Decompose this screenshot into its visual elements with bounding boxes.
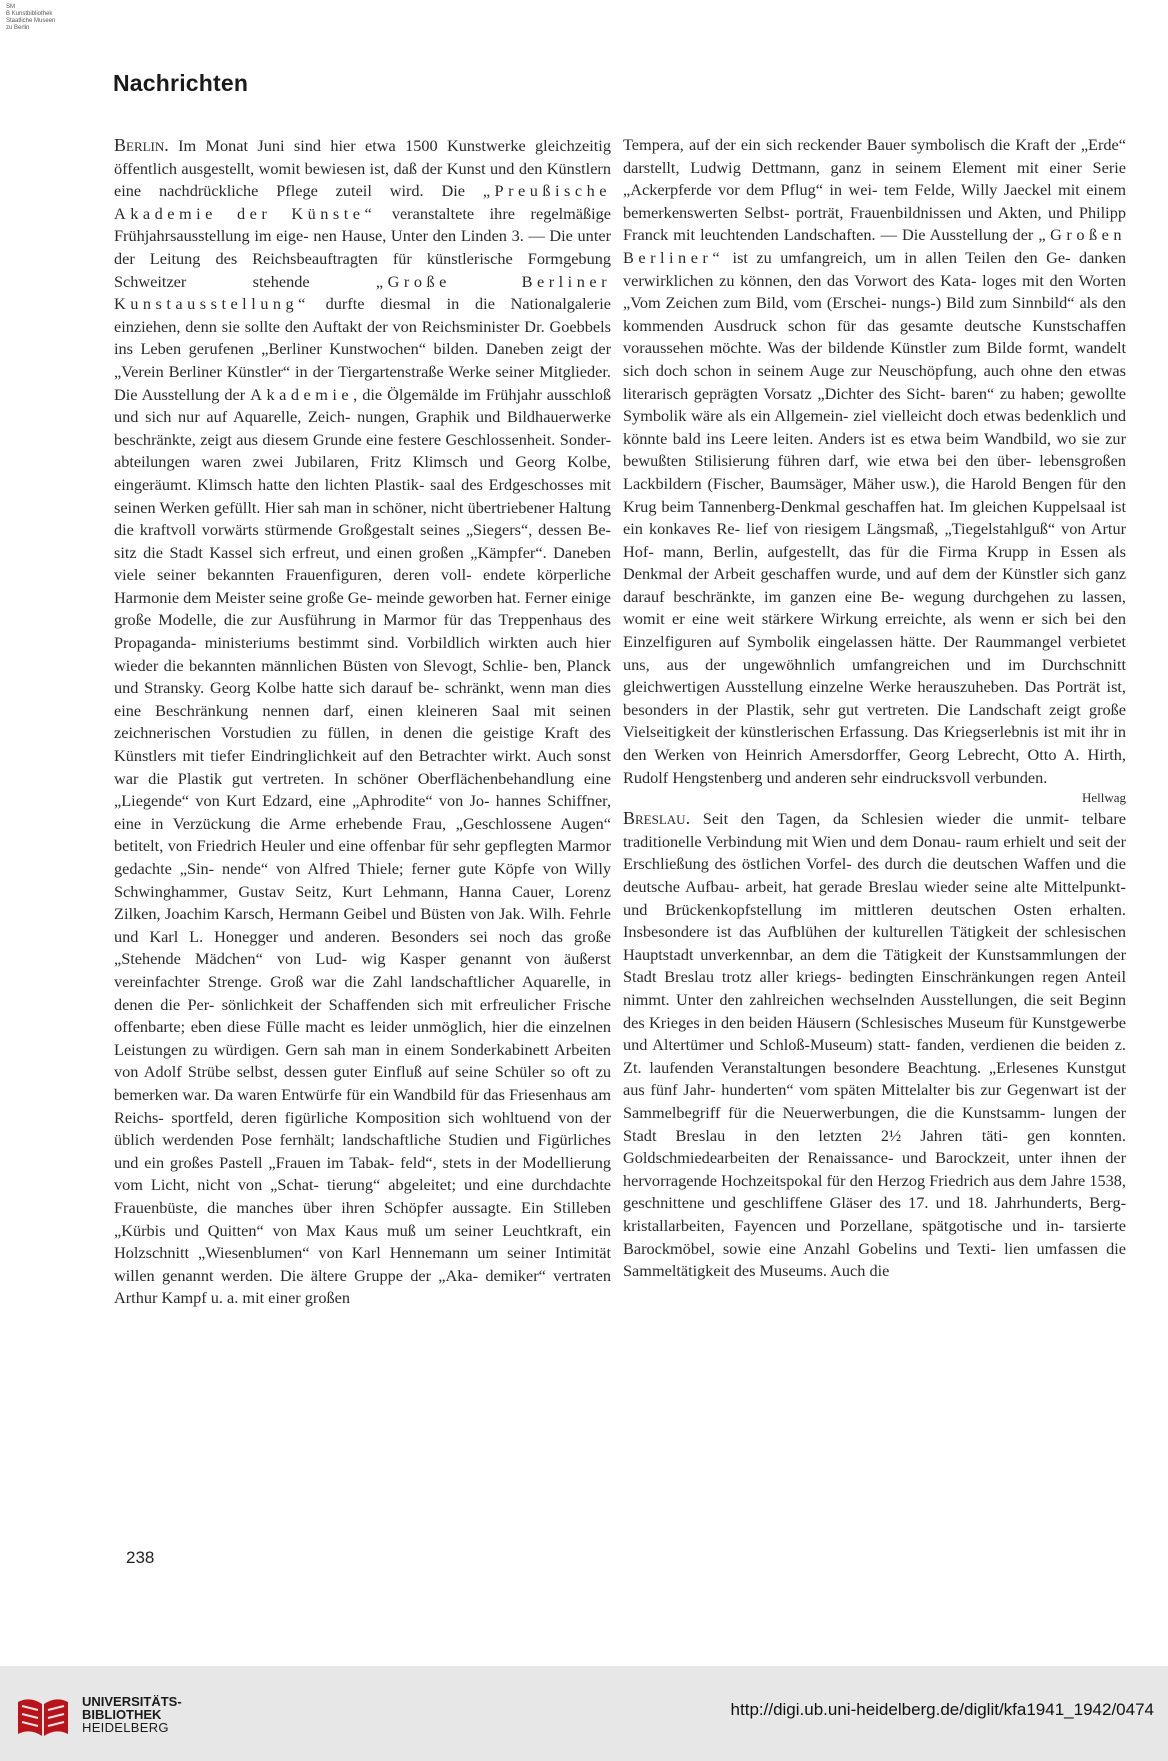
text-line: wegung durchgehen zu lassen, womit er eine weit stärkere (623, 586, 1126, 629)
text-line: tarsierte Barockmöbel, sowie eine Anzahl Gobelins und Texti- (623, 1215, 1126, 1258)
left-column (114, 134, 611, 1310)
text-line: hunderten“ vom späten Mittelalter bis zur Gegenwart ist der (721, 1080, 1126, 1100)
stamp-line: zu Berlin (6, 25, 30, 31)
text-line: Seit den Tagen, da Schlesien wieder die unmit- (702, 809, 1070, 829)
spaced-name: Berliner“ (623, 247, 725, 267)
text-line: endete körperliche Harmonie dem Meister seine große Ge- (114, 565, 612, 607)
text-line: telbare traditionelle Verbindung mit Wien und dem Donau- (623, 809, 1127, 851)
text-line: von Jak. Wilh. Fehrle und Karl L. Honegger und anderen. (114, 904, 611, 946)
text-line: geschaffen hat. Im gleichen Kuppelsaal ist ein konkaves Re- (623, 496, 1126, 539)
library-name-line: HEIDELBERG (82, 1720, 169, 1735)
text-line: ben, Planck und Stransky. Georg Kolbe hatte sich darauf be- (114, 655, 611, 698)
text-line: abteilungen waren zwei Jubilaren, Fritz Klimsch und Georg (114, 452, 556, 472)
text-line: nungs-) Bild zum Sinnbild“ als den kommenden Ausdruck (623, 293, 1126, 335)
text-line: Im Monat Juni sind hier etwa 1500 Kunstwerke (178, 136, 526, 155)
text-line: sönlichkeit der Schaffenden sich mit erfreulicher Frische (221, 994, 611, 1014)
text-line: fanden, verdienen die beiden z. Zt. laufenden Veranstaltungen (623, 1035, 1126, 1077)
spaced-name: „Großen (1038, 225, 1126, 245)
logo-book-left (18, 1699, 42, 1736)
text-line: für den Herzog Friedrich aus dem Jahre 1538, geschnittene (623, 1170, 1127, 1213)
text-line: Kraft der „Erde“ darstellt, Ludwig Dettmann, ganz in seinem (623, 135, 1127, 177)
text-line: schon für das gesamte deutsche Kunstschaffen voraussehen (623, 315, 1126, 358)
text-line: seiner Mitglieder. Die Ausstellung der (114, 361, 611, 404)
city-heading-breslau: Breslau. (623, 808, 691, 829)
text-line: leuchtenden Landschaften. — Die Ausstellung der (700, 225, 1034, 245)
library-name-line: BIBLIOTHEK (82, 1707, 162, 1722)
text-line: raum erhielt und seit der Erschließung des östlichen Vorfel- (623, 831, 1127, 874)
text-line: im Frühjahr ausschloß und sich nur auf Aquarelle, Zeich- (114, 384, 612, 427)
text-line: gleichwertigen Ausstellung einzelne Werke herauszuheben. (623, 677, 1019, 697)
text-line: Eindringlichkeit auf den Betrachter wirkt. Auch sonst war (114, 746, 611, 788)
logo-book-right (44, 1699, 68, 1736)
text-line: manches über ihren Schöpfer aussagte. Ein Stilleben „Kürbis (114, 1197, 611, 1240)
library-name-line: UNIVERSITÄTS- (82, 1694, 182, 1709)
text-line: aus diesem Grunde eine festere Geschlossenheit. Sonder- (236, 429, 611, 449)
text-line: Einfluß auf seine Schüler so oft zu bemerken war. Da waren (114, 1062, 611, 1104)
library-name (82, 1695, 182, 1734)
text-line: Sammelbegriff für die Neuerwerbungen, die die Kunstsamm- (623, 1102, 1046, 1122)
text-line: bewußten Stilisierung führen darf, wie etwa bei den über- (623, 451, 1032, 471)
text-line: Frau, „Geschlossene Augen“ betitelt, von Friedrich Heuler (114, 813, 612, 856)
text-line: demiker“ vertraten Arthur Kampf u. a. mit einer großen (114, 1265, 611, 1308)
text-line: schränkt, wenn man dies eine Beschränkung nennen darf, (114, 678, 611, 720)
stamp-line: B Kunstbibliothek (6, 11, 53, 17)
text-line: Brückenkopfstellung im mittleren deutschen Osten erhalten. (665, 899, 1126, 919)
text-line: und eine offenbar für sehr gepflegten Marmor gedachte „Sin- (114, 836, 611, 878)
text-line: , die Ölgemälde (353, 384, 459, 404)
text-line: offenbarte; eben diese Fülle macht es leider unmöglich, hier (114, 1017, 518, 1037)
text-line: Daneben viele seiner bekannten Frauenfiguren, deren voll- (114, 542, 611, 585)
text-line: Die Landschaft zeigt große Vielseitigkeit der künstlerischen (623, 699, 1127, 742)
text-line: Intimität willen genannt werden. Die ältere Gruppe der „Aka- (114, 1243, 611, 1285)
breslau-article (623, 807, 1126, 1282)
text-line: lien umfassen die Sammeltätigkeit des Museums. Auch die (623, 1238, 1126, 1281)
spaced-name: „Große Berliner Kunstausstellung“ (114, 271, 611, 314)
berlin-article-continued (623, 134, 1126, 789)
text-line: mann, Berlin, aufgestellt, das für die Firma Krupp in Essen (663, 541, 1099, 561)
text-line: „Verein Berliner Künstler“ in der Tiergartenstraße Werke (114, 361, 491, 381)
stamp-line: SM (6, 4, 15, 10)
text-line: Sonderkabinett Arbeiten von Adolf Strübe selbst, dessen guter (114, 1039, 611, 1082)
text-line: Insbesondere ist das Aufblühen der kulturellen Tätigkeit der (623, 922, 1038, 942)
text-line: und Quitten“ von Max Kaus muß um seiner Leuchtkraft, ein (174, 1220, 611, 1240)
footer-bar (0, 1666, 1168, 1761)
text-line: sich doch schon in seinem Auge zur Neuschöpfung, auch ohne (623, 360, 1053, 380)
text-line: gen konnten. Goldschmiedearbeiten der Renaissance- und (623, 1125, 1126, 1168)
text-line: möchte. Was der bildende Künstler zum Bilde formt, wandelt (709, 338, 1126, 358)
text-line: nungen, Graphik und Bildhauerwerke beschränkte, zeigt (114, 407, 611, 449)
text-line: zahlreichen wechselnden Ausstellungen, die seit Beginn des (623, 989, 1126, 1032)
text-line: meinde geworben hat. Ferner einige große Modelle, die zur (114, 587, 611, 630)
page-title: Nachrichten (113, 70, 249, 96)
text-line: besondere Beachtung. „Erlesenes Kunstgut aus fünf Jahr- (623, 1057, 1126, 1100)
stamp-line: Staatliche Museen (6, 18, 56, 24)
library-stamp (6, 4, 55, 32)
berlin-article (114, 134, 611, 1310)
text-line: die Plastik gut vertreten. In schöner Oberflächenbehandlung (148, 768, 575, 788)
text-line: tem Felde, Willy Jaeckel mit einem bemerkenswerten Selbst- (623, 180, 1126, 222)
text-line: bedingten Einschränkungen regen Anteil nimmt. Unter den (623, 967, 1126, 1009)
text-line: Kunstgewerbe und Altertümer und Schloß-Museum) statt- (623, 1012, 1126, 1055)
spaced-name: „Preußische Akademie der Künste“ (114, 181, 611, 223)
text-line: wird. Die (389, 181, 465, 201)
text-line: tierung“ abgeleitet; und eine durchdachte Frauenbüste, die (114, 1175, 611, 1217)
text-line: ist zu umfangreich, um in allen Teilen den Ge- (732, 247, 1071, 267)
text-line: ministeriums bestimmt sind. Vorbildlich wirkten auch hier (204, 633, 611, 653)
text-line: baren“ zu haben; gewollte Symbolik wäre als ein Allgemein- (623, 383, 1126, 426)
text-line: nende“ von Alfred Thiele; ferner gute Köpfe von Willy (221, 859, 611, 878)
text-line: Reichsbeauftragten für künstlerische Formgebung Schweitzer (114, 248, 611, 291)
text-line: des durch die deutschen Waffen und die deutsche Aufbau- (623, 854, 1126, 896)
text-line: und geschliffene Gläser des 17. und 18. Jahrhunderts, Berg- (711, 1193, 1127, 1213)
text-line: kristallarbeiten, Fayencen und Porzellane, spätgotische und in- (623, 1215, 1065, 1235)
text-line: der Kunstsammlungen der Stadt Breslau trotz aller kriegs- (623, 944, 1126, 987)
text-line: die Harold Bengen für den Krug beim Tannenberg-Denkmal (623, 473, 1126, 516)
text-line: aus der ungewöhnlich umfangreichen und im Durchschnitt (666, 654, 1126, 674)
text-line: die einzelnen Leistungen zu würdigen. Gern sah man in einem (114, 1017, 611, 1059)
text-line: der üblich werdenden Pose fernhält; landschaftliche Studien (114, 1107, 612, 1150)
text-line: Heinrich Amersdorffer, Georg Lebrecht, Otto A. Hirth, Rudolf (623, 745, 1126, 787)
text-line: Symbolik eingelassen hätte. Der Raummangel verbietet uns, (623, 632, 1127, 674)
text-line: sportfeld, deren figürliche Komposition sich wohltuend von (171, 1107, 583, 1127)
text-line: Element mit einer Serie „Ackerpferde vor dem Pflug“ in wei- (623, 157, 1126, 200)
text-line: man in schöner, nicht übertriebener Haltung die kraftvoll (114, 497, 611, 540)
university-library-logo-icon (12, 1684, 74, 1746)
text-line: loges mit den Worten „Vom Zeichen zum Bild, vom (Erschei- (623, 270, 1126, 313)
text-line: durfte diesmal in die Nationalgalerie einziehen, denn sie sollte (114, 294, 612, 336)
text-line: Holzschnitt „Wiesenblumen“ von Karl Hennemann um seiner (114, 1243, 546, 1263)
text-line: Krieges in den beiden Häusern (Schlesisches Museum für (649, 1012, 1028, 1032)
text-line: feld“, stets in der Modellierung vom Licht, nicht von „Schat- (114, 1152, 611, 1195)
text-line: Kolbe, eingeräumt. Klimsch hatte den lichten Plastik- (114, 452, 611, 494)
text-line: Lorenz Zilken, Joachim Karsch, Hermann Geibel und Büsten (114, 881, 611, 924)
text-line: den etwas literarisch geprägten Vorsatz „Dichter des Sicht- (623, 360, 1126, 403)
text-line: stehende (252, 271, 310, 291)
text-line: war die Zahl landschaftlicher Aquarelle, in denen die Per- (114, 971, 611, 1014)
text-line: Barockzeit, unter ihnen der hervorragende Hochzeitspokal (623, 1148, 1126, 1190)
text-line: nen Hause, Unter den Linden 3. — Die unter der Leitung des (114, 226, 611, 268)
text-line: den Auftakt der von Reichsminister Dr. Goebbels ins Leben (114, 316, 611, 359)
text-line: gleichzeitig öffentlich ausgestellt, womit bewiesen ist, daß der (114, 136, 611, 178)
text-line: Künstler sich ganz darauf beschränkte, im ganzen eine Be- (623, 564, 1126, 606)
spaced-name: Akademie (250, 384, 354, 404)
text-line: Besonders sei noch das große „Stehende Mädchen“ von Lud- (114, 926, 611, 969)
text-line: danken verwirklichen zu können, den das Vorwort des Kata- (623, 247, 1126, 290)
right-column (623, 134, 1126, 1283)
text-line: arbeit, hat gerade Breslau wieder seine alte Mittelpunkt- und (623, 877, 1126, 919)
text-line: und Figürliches und ein großes Pastell „Frauen im Tabak- (114, 1130, 611, 1172)
text-line: lebensgroßen Lackbildern (Fischer, Baumsäger, Mäher usw.), (623, 451, 1126, 493)
text-line: Erfassung. Das Kriegserlebnis ist mit ihr in den Werken von (623, 722, 1126, 765)
text-line: sitz die Stadt Kassel sich erfreut, und einen großen „Kämpfer“. (114, 542, 547, 562)
text-line: Kunst und den Künstlern eine nachdrückliche Pflege zuteil (114, 158, 611, 201)
author-signature: Hellwag (1081, 790, 1126, 806)
text-line: Entwürfe für ein Wandbild für das Friesenhaus am Reichs- (114, 1084, 611, 1127)
text-line: vorwärts stürmende Großgestalt seines „Siegers“, dessen Be- (201, 520, 611, 540)
text-line: einen kleineren Saal mit seinen zeichnerischen Vorstudien zu (114, 700, 611, 743)
text-line: füllen, in denen die geistige Kraft des Künstlers mit tiefer (114, 723, 611, 766)
city-heading-berlin: Berlin. (114, 135, 169, 155)
text-line: Das Porträt ist, besonders in der Plastik, sehr gut vertreten. (623, 677, 1126, 719)
page-number: 238 (126, 1548, 155, 1567)
text-line: eine „Liegende“ von Kurt Edzard, eine „Aphrodite“ von Jo- (114, 768, 612, 811)
text-line: hannes Schiffner, eine in Verzückung die Arme erhebende (114, 791, 612, 833)
text-line: porträt, Frauenbildnissen und Akten, und Philipp Franck mit (623, 202, 1126, 245)
text-line: veranstaltete ihre regelmäßige Frühjahrsausstellung im eige- (114, 203, 612, 246)
text-line: saal des Erdgeschosses mit seinen Werken gefüllt. Hier sah (114, 474, 612, 517)
text-line: lungen der Stadt Breslau in den letzten 2½ Jahren täti- (623, 1102, 1126, 1145)
text-line: Wirkung erreichte, als wenn er sich bei den Einzelfiguren auf (623, 609, 1127, 652)
text-line: ziel vielleicht doch etwas bedenklich und könnte bald ins (623, 406, 1127, 448)
text-line: wieder die bekannten männlichen Büsten von Slevogt, Schlie- (114, 655, 529, 675)
text-line: wig Kasper genannt von äußerst vereinfachter Strenge. Groß (114, 949, 611, 991)
text-line: als Denkmal der Arbeit geschaffen wurde, und auf dem der (623, 541, 1126, 584)
source-url-link[interactable]: http://digi.ub.uni-heidelberg.de/diglit/kfa1941_1942/0474 (730, 1700, 1154, 1719)
text-line: Schwinghammer, Gustav Seitz, Kurt Lehmann, Hanna Cauer, (114, 881, 555, 901)
text-line: Hengstenberg und anderen sehr eindrucksvoll verbunden. (672, 767, 1048, 787)
text-line: schlesischen Hauptstadt unverkennbar, an dem die Tätigkeit (623, 922, 1126, 964)
text-line: Leere leiten. Anders ist es etwa beim Wandbild, wo sie zur (730, 428, 1126, 448)
text-line: lief von riesigem Längsmaß, „Tiegelstahlguß“ von Artur Hof- (623, 519, 1127, 561)
text-line: gerufenen „Berliner Kunstwochen“ bilden. Daneben zeigt der (188, 339, 612, 359)
text-line: Ausführung in Marmor für das Treppenhaus des Propaganda- (114, 610, 612, 653)
text-line: Tempera, auf der ein sich reckender Bauer symbolisch die (623, 135, 1011, 154)
